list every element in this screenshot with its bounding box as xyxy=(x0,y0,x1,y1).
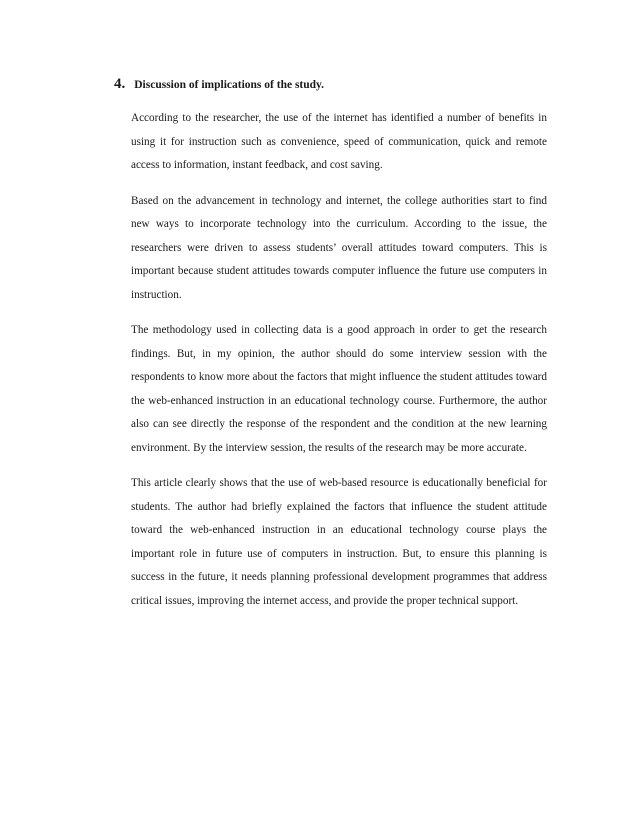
paragraph-methodology: The methodology used in collecting data is a good approach in order to get the research findings. But, in my opinion, the author should do some interview session with the respondents to know more about the factors that might influence the student attitudes toward the web-enhanced instruction in an educational technology course. Furthermore, the author also can see directly the response of the respondent and the condition at the new learning environment. By the interview session, the results of the research may be more accurate. xyxy=(131,324,547,454)
paragraph-conclusion: This article clearly shows that the use of web-based resource is educationally beneficial for students. The author had briefly explained the factors that influence the student attitude toward the web-enhanced instruction in an educational technology course plays the important role in future use of computers in instruction. But, to ensure this planning is success in the future, it needs planning professional development programmes that address critical issues, improving the internet access, and provide the proper technical support. xyxy=(131,477,547,607)
paragraph-technology-advancement: Based on the advancement in technology and internet, the college authorities start to find new ways to incorporate technology into the curriculum. According to the issue, the researchers were driven to assess students’ overall attitudes toward computers. This is important because student attitudes towards computer influence the future use computers in instruction. xyxy=(131,194,547,301)
section-number: 4. xyxy=(114,76,126,92)
section-body xyxy=(131,107,547,625)
section-heading xyxy=(114,74,554,95)
paragraph-benefits: According to the researcher, the use of the internet has identified a number of benefits in using it for instruction such as convenience, speed of communication, quick and remote access to information, instant feedback, and cost saving. xyxy=(131,112,547,171)
section-title: Discussion of implications of the study. xyxy=(134,79,325,91)
